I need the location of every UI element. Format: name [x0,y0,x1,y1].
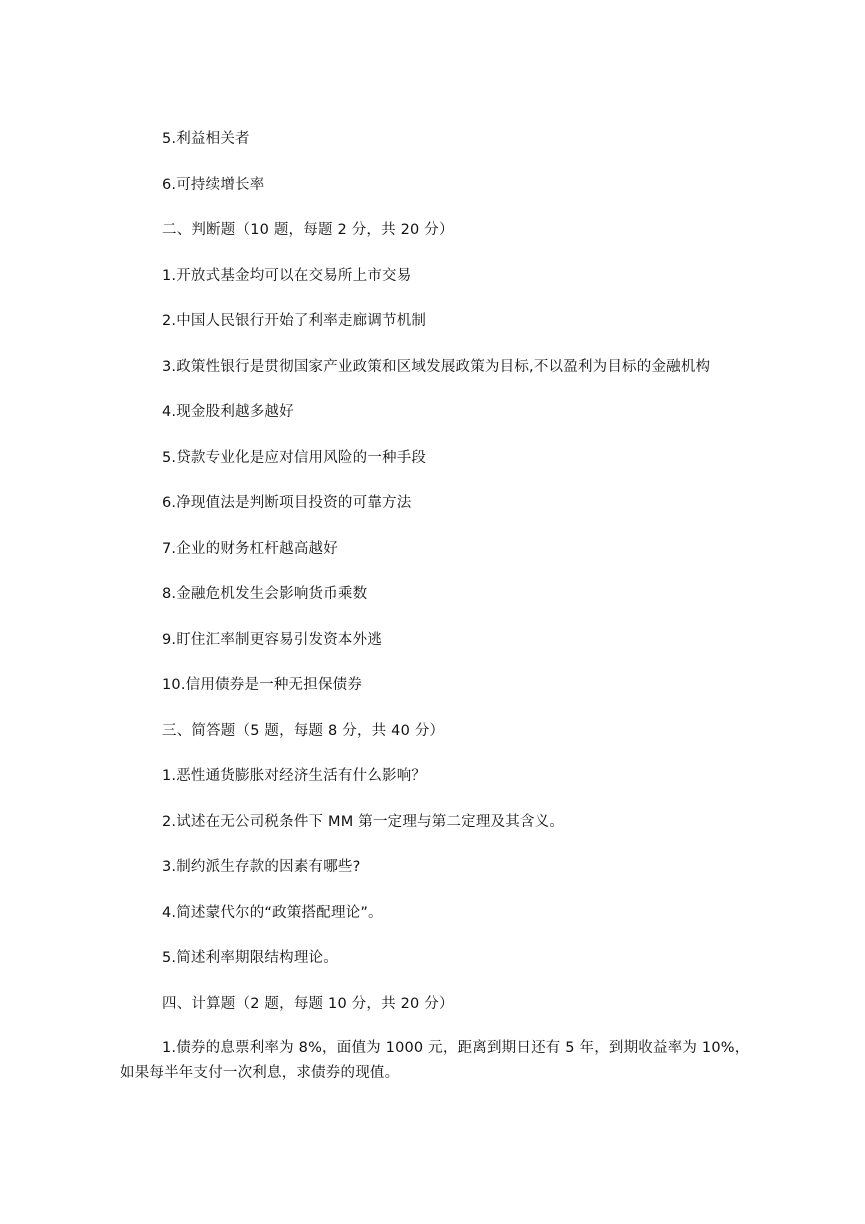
question-item: 9.盯住汇率制更容易引发资本外逃 [162,632,383,648]
question-item: 5.贷款专业化是应对信用风险的一种手段 [162,450,427,466]
term-6-sustainable-growth-rate: 6.可持续增长率 [162,177,265,193]
question-item: 3.政策性银行是贯彻国家产业政策和区域发展政策为目标,不以盈利为目标的金融机构 [162,359,711,375]
question-item: 7.企业的财务杠杆越高越好 [162,541,338,557]
question-item: 3.制约派生存款的因素有哪些? [162,859,361,875]
term-5-stakeholders: 5.利益相关者 [162,131,250,147]
calculation-question-1: 1.债券的息票利率为 8%，面值为 1000 元，距离到期日还有 5 年，到期收益率为 10%，如果每半年支付一次利息，求债券的现值。 [120,1040,750,1081]
question-item: 8.金融危机发生会影响货币乘数 [162,586,368,602]
question-item: 2.中国人民银行开始了利率走廊调节机制 [162,313,427,329]
question-item: 2.试述在无公司税条件下 MM 第一定理与第二定理及其含义。 [162,814,565,830]
question-item: 4.现金股利越多越好 [162,404,294,420]
question-item: 4.简述蒙代尔的“政策搭配理论”。 [162,905,383,921]
section-heading-true-false: 二、判断题（10 题，每题 2 分，共 20 分） [162,222,454,238]
question-item: 10.信用债券是一种无担保债券 [162,677,363,693]
question-item: 5.简述利率期限结构理论。 [162,950,338,966]
section-heading-calculation: 四、计算题（2 题，每题 10 分，共 20 分） [162,996,454,1012]
question-item: 1.开放式基金均可以在交易所上市交易 [162,268,412,284]
question-item: 6.净现值法是判断项目投资的可靠方法 [162,495,412,511]
question-item: 1.恶性通货膨胀对经济生活有什么影响？ [162,768,427,784]
section-heading-short-answer: 三、简答题（5 题，每题 8 分，共 40 分） [162,723,445,739]
